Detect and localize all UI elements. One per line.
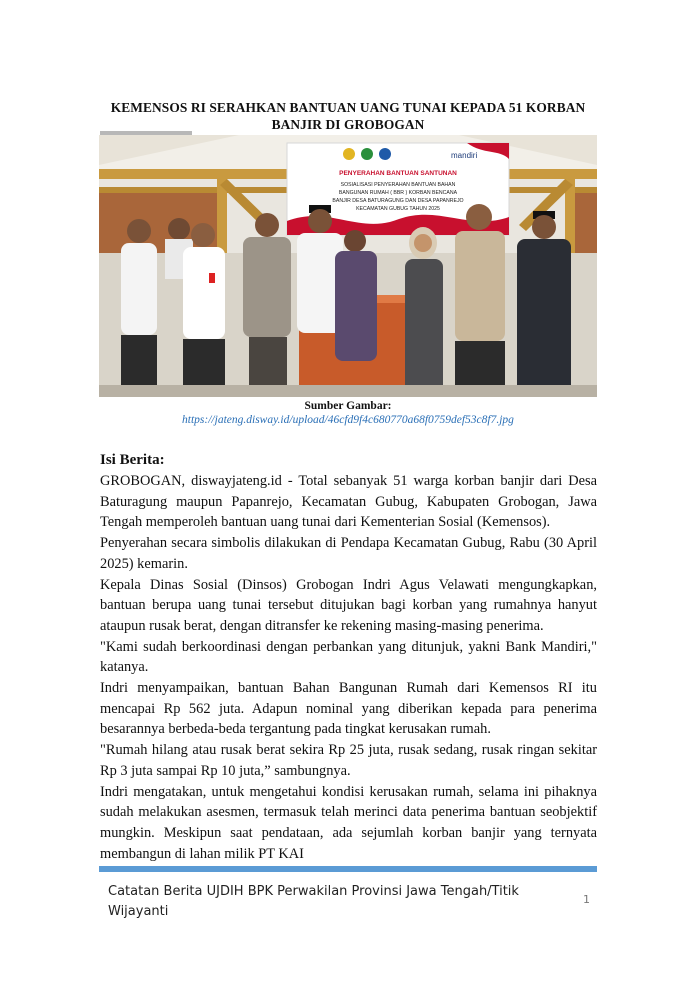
paragraph: Indri menyampaikan, bantuan Bahan Bangunan Rumah dari Kemensos RI itu mencapai Rp 562 juta. Adapun nominal yang diberikan kepada para penerima besarannya berbeda-beda tergantung pada tingkat kerusakan rumah. xyxy=(100,680,597,738)
banner-heading: PENYERAHAN BANTUAN SANTUNAN xyxy=(339,170,457,177)
paragraph: "Rumah hilang atau rusak berat sekira Rp 25 juta, rusak sedang, rusak ringan sekitar Rp 3 juta sampai Rp 10 juta,” sambungnya. xyxy=(100,742,597,779)
article-title: KEMENSOS RI SERAHKAN BANTUAN UANG TUNAI KEPADA 51 KORBAN BANJIR DI GROBOGAN xyxy=(110,100,586,132)
banner-line-3: BANJIR DESA BATURAGUNG DAN DESA PAPANREJO xyxy=(332,198,464,204)
page-number: 1 xyxy=(583,893,590,906)
section-heading: Isi Berita: xyxy=(100,452,165,468)
image-source-label: Sumber Gambar: xyxy=(304,400,392,412)
image-source-url[interactable]: https://jateng.disway.id/upload/46cfd9f4c680770a68f0759def53c8f7.jpg xyxy=(182,414,514,426)
paragraph: Penyerahan secara simbolis dilakukan di Pendapa Kecamatan Gubug, Rabu (30 April 2025) kemarin. xyxy=(100,535,597,572)
article-body xyxy=(100,471,597,864)
banner-line-2: BANGUNAN RUMAH ( BBR ) KORBAN BENCANA xyxy=(338,190,458,196)
news-photo xyxy=(99,135,597,397)
footer-text: Catatan Berita UJDIH BPK Perwakilan Provinsi Jawa Tengah/Titik Wijayanti xyxy=(108,884,519,919)
banner-logo-text: mandiri xyxy=(451,151,478,160)
banner-line-4: KECAMATAN GUBUG TAHUN 2025 xyxy=(356,206,440,212)
banner-line-1: SOSIALISASI PENYERAHAN BANTUAN BAHAN xyxy=(340,182,456,188)
footer-divider xyxy=(99,866,597,872)
paragraph: GROBOGAN, diswayjateng.id - Total sebanyak 51 warga korban banjir dari Desa Baturagung maupun Papanrejo, Kecamatan Gubug, Kabupaten Grobogan, Jawa Tengah memperoleh bantuan uang tunai dari Kementerian Sosial (Kemensos). xyxy=(100,473,597,531)
paragraph: "Kami sudah berkoordinasi dengan perbankan yang ditunjuk, yakni Bank Mandiri," katanya. xyxy=(100,638,597,676)
paragraph: Indri mengatakan, untuk mengetahui kondisi kerusakan rumah, selama ini pihaknya sudah melakukan asesmen, termasuk telah merinci data penerima bantuan seobjektif mungkin. Meskipun saat pendataan, ada sejumlah korban banjir yang ternyata membangun di lahan milik PT KAI xyxy=(100,783,597,862)
paragraph: Kepala Dinas Sosial (Dinsos) Grobogan Indri Agus Velawati mengungkapkan, bantuan berupa uang tunai tersebut ditujukan bagi korban yang rumahnya hanyut ataupun rusak berat, dengan ditransfer ke rekening masing-masing penerima. xyxy=(100,576,597,634)
